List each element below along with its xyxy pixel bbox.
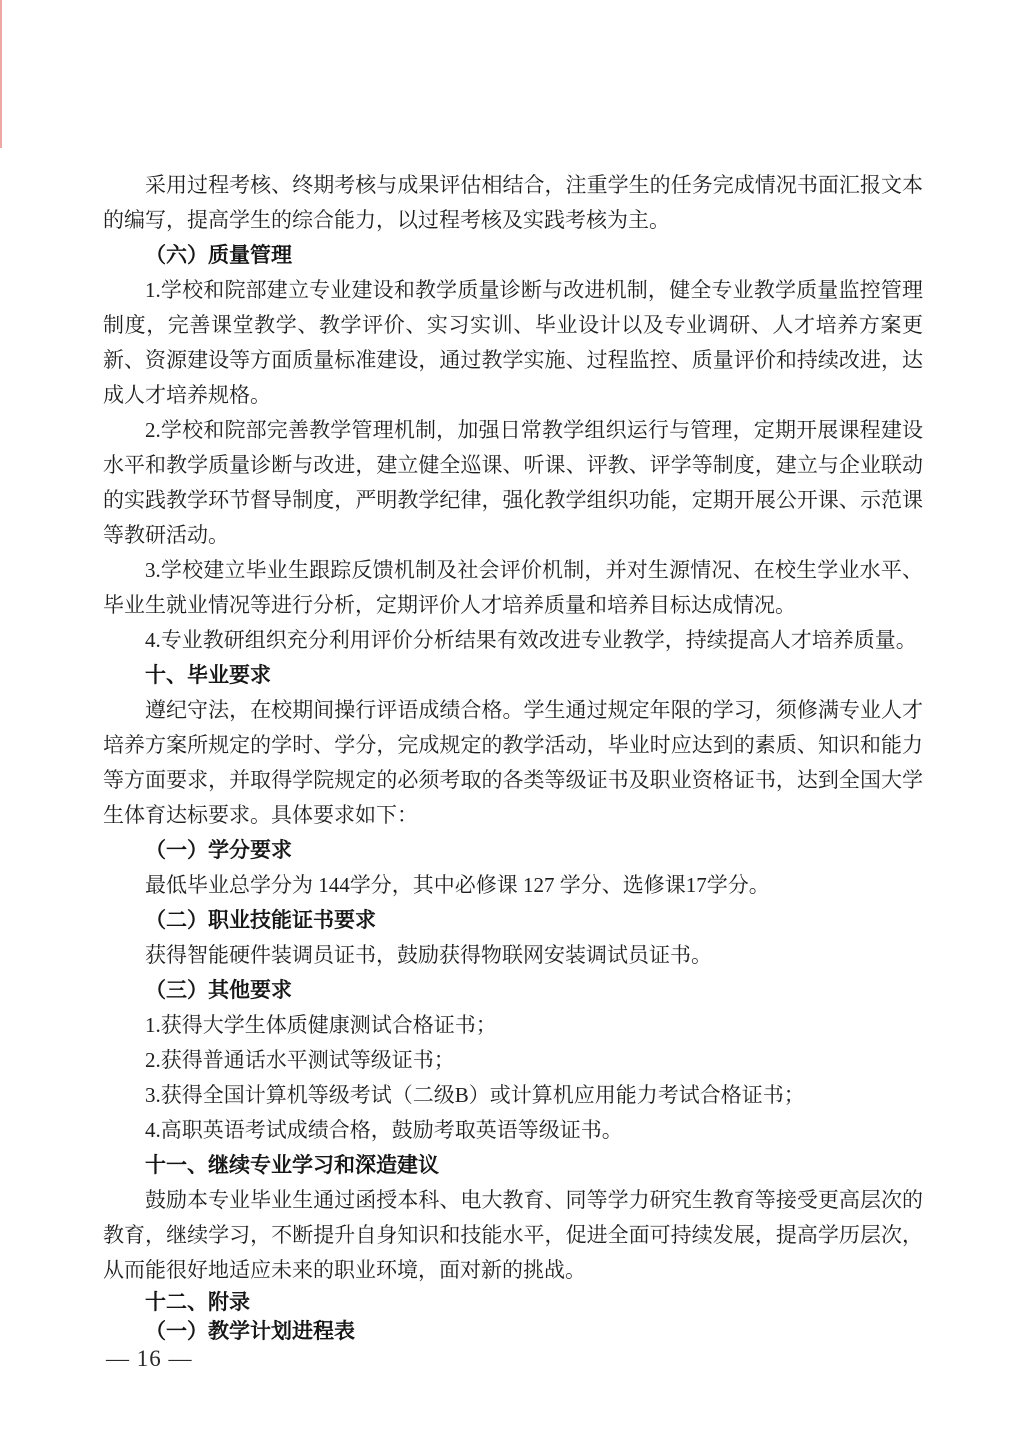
body-paragraph: 1.获得大学生体质健康测试合格证书； [145,1013,497,1037]
section-heading: 十二、附录 [145,1291,250,1314]
body-paragraph: 3.获得全国计算机等级考试（二级B）或计算机应用能力考试合格证书； [145,1083,805,1107]
page-number-footer: — 16 — [106,1346,193,1371]
body-paragraph: 鼓励本专业毕业生通过函授本科、电大教育、同等学力研究生教育等接受更高层次的教育，继续学习，不断提升自身知识和技能水平，促进全面可持续发展，提高学历层次，从而能很好地适应未来的职业环境，面对新的挑战。 [103,1188,923,1282]
section-heading: （二）职业技能证书要求 [145,909,376,932]
body-paragraph: 最低毕业总学分为 144学分，其中必修课 127 学分、选修课17学分。 [145,873,770,897]
body-paragraph: 获得智能硬件装调员证书，鼓励获得物联网安装调试员证书。 [145,943,712,967]
page-edge-accent-line [0,0,2,148]
body-paragraph: 3.学校建立毕业生跟踪反馈机制及社会评价机制，并对生源情况、在校生学业水平、毕业生就业情况等进行分析，定期评价人才培养质量和培养目标达成情况。 [103,558,923,617]
document-page [103,168,923,1346]
body-paragraph: 遵纪守法，在校期间操行评语成绩合格。学生通过规定年限的学习，须修满专业人才培养方案所规定的学时、学分，完成规定的教学活动，毕业时应达到的素质、知识和能力等方面要求，并取得学院规定的必须考取的各类等级证书及职业资格证书，达到全国大学生体育达标要求。具体要求如下： [103,698,923,827]
document-body [103,168,923,1346]
section-heading: 十、毕业要求 [145,664,271,687]
body-paragraph: 2.获得普通话水平测试等级证书； [145,1048,455,1072]
section-heading: （一）学分要求 [145,839,292,862]
section-heading: （六）质量管理 [145,244,292,267]
body-paragraph: 2.学校和院部完善教学管理机制，加强日常教学组织运行与管理，定期开展课程建设水平和教学质量诊断与改进，建立健全巡课、听课、评教、评学等制度，建立与企业联动的实践教学环节督导制度，严明教学纪律，强化教学组织功能，定期开展公开课、示范课等教研活动。 [103,418,923,547]
body-paragraph: 1.学校和院部建立专业建设和教学质量诊断与改进机制，健全专业教学质量监控管理制度，完善课堂教学、教学评价、实习实训、毕业设计以及专业调研、人才培养方案更新、资源建设等方面质量标准建设，通过教学实施、过程监控、质量评价和持续改进，达成人才培养规格。 [103,278,923,407]
body-paragraph: 4.高职英语考试成绩合格，鼓励考取英语等级证书。 [145,1118,623,1142]
section-heading: （三）其他要求 [145,979,292,1002]
body-paragraph: 4.专业教研组织充分利用评价分析结果有效改进专业教学，持续提高人才培养质量。 [145,628,917,652]
section-heading: （一）教学计划进程表 [145,1320,355,1343]
section-heading: 十一、继续专业学习和深造建议 [145,1154,439,1177]
body-paragraph: 采用过程考核、终期考核与成果评估相结合，注重学生的任务完成情况书面汇报文本的编写，提高学生的综合能力，以过程考核及实践考核为主。 [103,173,923,232]
